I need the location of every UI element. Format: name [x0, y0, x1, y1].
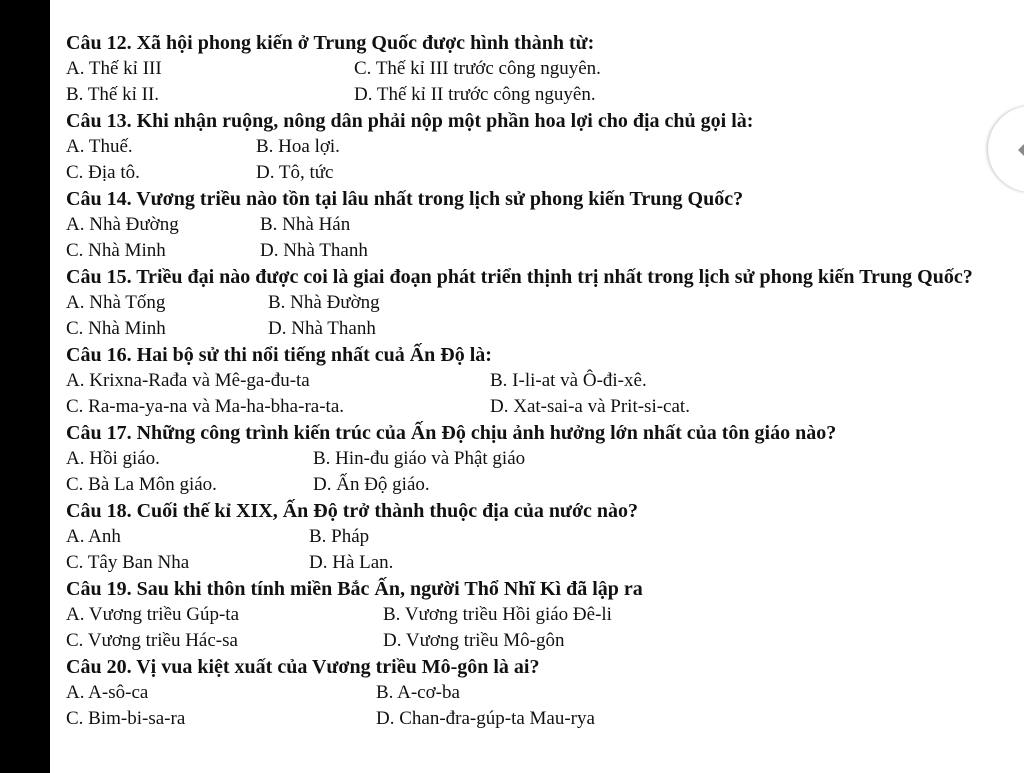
answer-c: C. Thế kỉ III trước công nguyên. [354, 58, 601, 79]
question-text: Câu 16. Hai bộ sử thi nổi tiếng nhất cuả Ấn Độ là: [66, 344, 492, 366]
answer-row [66, 160, 996, 186]
answer-a: A. Hồi giáo. [66, 448, 160, 469]
question-text: Câu 20. Vị vua kiệt xuất của Vương triều Mô-gôn là ai? [66, 656, 540, 678]
answer-row [66, 706, 996, 732]
answer-b: B. Hoa lợi. [256, 136, 340, 157]
question-18 [66, 498, 996, 576]
question-text: Câu 15. Triều đại nào được coi là giai đoạn phát triển thịnh trị nhất trong lịch sử phong kiến Trung Quốc? [66, 266, 973, 288]
answer-row [66, 316, 996, 342]
answer-c: C. Địa tô. [66, 162, 140, 183]
answer-b: B. A-cơ-ba [376, 682, 460, 703]
answer-c: C. Bà La Môn giáo. [66, 474, 217, 495]
answer-row [66, 680, 996, 706]
answer-a: A. A-sô-ca [66, 682, 149, 703]
answer-row [66, 82, 996, 108]
answer-b: B. Thế kỉ II. [66, 84, 160, 105]
answer-d: D. Ấn Độ giáo. [313, 474, 430, 495]
answer-c: C. Nhà Minh [66, 318, 166, 339]
question-14 [66, 186, 996, 264]
question-13 [66, 108, 996, 186]
answer-row [66, 524, 996, 550]
answer-row [66, 212, 996, 238]
answer-c: C. Bim-bi-sa-ra [66, 708, 186, 729]
question-16 [66, 342, 996, 420]
question-17 [66, 420, 996, 498]
answer-a: A. Thuế. [66, 136, 133, 157]
answer-c: C. Nhà Minh [66, 240, 166, 261]
question-20 [66, 654, 996, 732]
answer-row [66, 368, 996, 394]
answer-b: B. Hin-đu giáo và Phật giáo [313, 448, 526, 469]
answer-row [66, 446, 996, 472]
answer-d: D. Xat-sai-a và Prit-si-cat. [490, 396, 690, 417]
answer-row [66, 290, 996, 316]
answer-d: D. Hà Lan. [309, 552, 394, 573]
answer-row [66, 628, 996, 654]
answer-row [66, 394, 996, 420]
answer-b: B. Pháp [309, 526, 370, 547]
answer-b: B. Nhà Hán [260, 214, 351, 235]
answer-row [66, 550, 996, 576]
answer-row [66, 134, 996, 160]
question-text: Câu 12. Xã hội phong kiến ở Trung Quốc được hình thành từ: [66, 32, 595, 54]
answer-d: D. Vương triều Mô-gôn [383, 630, 565, 651]
question-text: Câu 17. Những công trình kiến trúc của Ấn Độ chịu ảnh hưởng lớn nhất của tôn giáo nào? [66, 422, 837, 444]
answer-a: A. Nhà Tống [66, 292, 166, 313]
answer-b: B. I-li-at và Ô-đi-xê. [490, 370, 647, 391]
answer-a: A. Krixna-Rađa và Mê-ga-đu-ta [66, 370, 310, 391]
answer-a: A. Vương triều Gúp-ta [66, 604, 240, 625]
answer-d: D. Chan-đra-gúp-ta Mau-rya [376, 708, 595, 729]
answer-row [66, 472, 996, 498]
question-15 [66, 264, 996, 342]
left-black-bar [0, 0, 50, 773]
answer-d: D. Tô, tức [256, 162, 334, 183]
answer-c: C. Ra-ma-ya-na và Ma-ha-bha-ra-ta. [66, 396, 344, 417]
question-12 [66, 30, 996, 108]
answer-c: C. Vương triều Hác-sa [66, 630, 238, 651]
answer-d: D. Nhà Thanh [260, 240, 368, 261]
question-text: Câu 18. Cuối thế kỉ XIX, Ấn Độ trở thành thuộc địa của nước nào? [66, 500, 639, 522]
answer-row [66, 602, 996, 628]
answer-a: A. Anh [66, 526, 121, 547]
answer-b: B. Nhà Đường [268, 292, 380, 313]
answer-a: A. Thế kỉ III [66, 58, 162, 79]
answer-d: D. Nhà Thanh [268, 318, 376, 339]
answer-d: D. Thế kỉ II trước công nguyên. [354, 84, 596, 105]
quiz-document [66, 30, 996, 732]
question-19 [66, 576, 996, 654]
chevron-left-icon [1018, 142, 1024, 158]
answer-row [66, 56, 996, 82]
question-text: Câu 14. Vương triều nào tồn tại lâu nhất trong lịch sử phong kiến Trung Quốc? [66, 188, 744, 210]
answer-c: C. Tây Ban Nha [66, 552, 190, 573]
question-text: Câu 13. Khi nhận ruộng, nông dân phải nộp một phần hoa lợi cho địa chủ gọi là: [66, 110, 754, 132]
answer-row [66, 238, 996, 264]
question-text: Câu 19. Sau khi thôn tính miền Bắc Ấn, người Thổ Nhĩ Kì đã lập ra [66, 578, 643, 600]
answer-b: B. Vương triều Hồi giáo Đê-li [383, 604, 612, 625]
answer-a: A. Nhà Đường [66, 214, 179, 235]
